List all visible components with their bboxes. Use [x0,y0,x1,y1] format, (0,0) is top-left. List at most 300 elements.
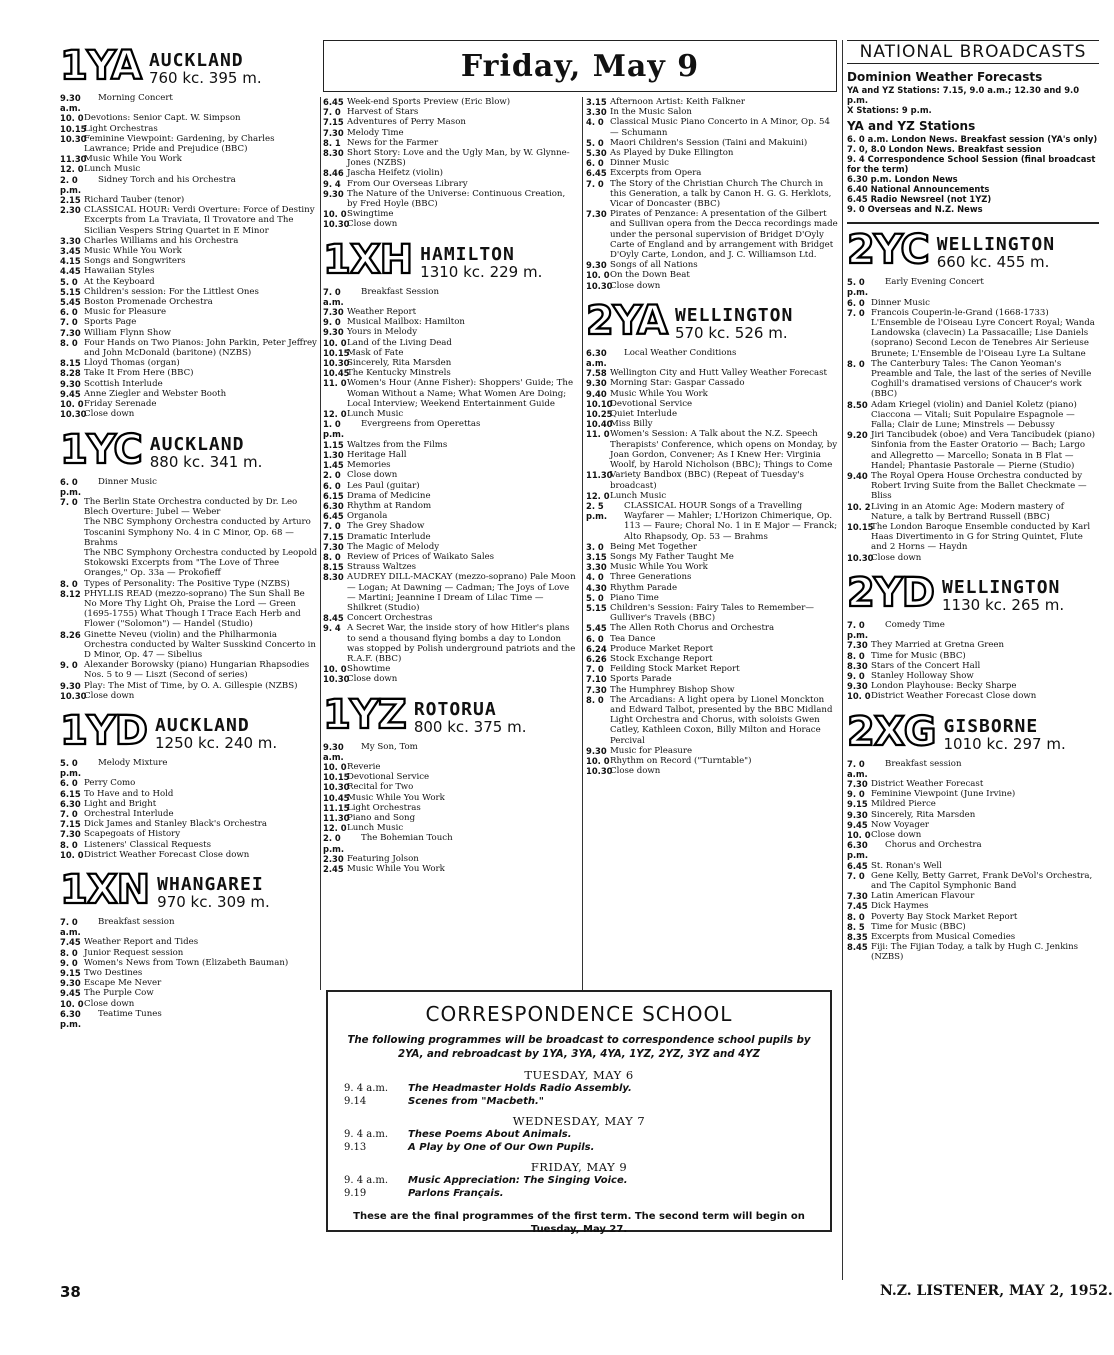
programme-time: 3. 0 [586,541,604,552]
programme-title: Dinner Music [98,476,157,487]
programme-time: 9.30 [586,745,607,756]
stations-title: YA and YZ Stations [847,119,976,134]
programme-title: Morning Concert [98,93,173,103]
programme-row [323,491,577,501]
programme-time: 7. 0 a.m. [847,758,868,779]
programme-title: Recital for Two [347,782,414,793]
station-callsign: 1YZ [323,691,406,738]
programme-title: Close down [84,998,135,1009]
programme-row [847,640,1099,650]
programme-time: 10.30 [323,674,350,685]
programme-time: 7. 0 [323,521,341,532]
programme-title: Piano Time [610,592,659,603]
station-header [323,236,577,283]
programme-time: 4. 0 [586,117,604,128]
programme-title: Light Orchestras [84,123,158,134]
programme-title: Lunch Music [610,490,667,501]
programme-title: Lunch Music [347,409,404,420]
programme-time: 10.30 [323,782,350,793]
programme-time: 6.45 [586,168,607,179]
programme-time: 8. 0 [847,358,865,369]
programme-row [323,772,577,782]
programme-row [847,861,1099,871]
programme-time: 7. 0 p.m. [847,619,869,641]
programme-row [586,623,838,633]
programme-time: 7.10 [586,674,607,685]
programme-row [323,107,577,117]
programme-row [847,620,1099,640]
programme-row [847,691,1099,701]
programme-title: Sincerely, Rita Marsden [347,358,452,369]
programme-title: The Arcadians: A light opera by Lionel Monckton and Edward Talbot, presented by the BBC Midland Light Orchestra and Chorus, with soloists Gwen Catley, Kathleen Coxon, Billy Milton and Horace Percival [610,694,833,746]
programme-row [586,491,838,501]
programme-time: 7.30 [586,209,607,220]
programme-row [586,378,838,388]
programme-row [847,799,1099,809]
programme-time: 10.15 [323,772,350,783]
programme-row [60,579,318,589]
school-days [344,1068,814,1200]
spacer [323,874,577,878]
programme-row [60,246,318,256]
programme-row [323,501,577,511]
programme-row [847,871,1099,891]
programme-title: Women's Session: A Talk about the N.Z. Speech Therapists' Conference, which opens on Monday, by Joan Gordon, Convener; As I Knew Her: Virginia Woolf, by Harold Nicholson (BBC); Things to Come [610,429,838,471]
programme-row [323,168,577,178]
programme-title: Devotional Service [347,772,430,783]
school-programme [344,1095,814,1108]
programme-title: Rhythm at Random [347,500,432,511]
programme-title: Jiri Tancibudek (oboe) and Vera Tancibudek (piano) Sinfonia from the Easter Oratorio — Bach; Largo and Allegretto — Marcello; Sonata in B Flat — Handel; Phantasie Pastorale — Pierne (Studio) [871,430,1095,471]
programme-title: Musical Mailbox: Hamilton [347,317,465,328]
programme-title: Drama of Medicine [347,490,431,501]
spacer [847,563,1099,567]
programme-time: 10.30 [60,690,87,701]
programme-row [323,562,577,572]
programme-time: 7.30 [323,307,344,318]
programme-time: 10.15 [60,123,87,134]
programme-row [323,138,577,148]
programme-title: Close down [610,766,661,777]
programme-row [60,134,318,154]
programme-time: 10. 0 [323,337,347,348]
programme-time: 2. 0 p.m. [323,833,345,854]
programme-row [586,746,838,756]
programme-row [60,205,318,236]
station-city: AUCKLAND [148,50,244,71]
programme-row [586,593,838,603]
programme-row [847,277,1099,297]
programme-title: Dick James and Stanley Black's Orchestra [84,819,268,830]
station-info [413,698,527,736]
programme-time: 3.30 [60,235,81,246]
programme-time [60,517,84,548]
station-city: AUCKLAND [149,433,245,455]
programme-row [847,502,1099,522]
programme-time: 4.30 [586,582,607,593]
programme-row [323,674,577,684]
school-programme [344,1187,814,1200]
programme-time: 10. 0 [60,998,84,1009]
programme-row [847,553,1099,563]
station-info [149,52,262,86]
programme-title: Close down [347,219,398,230]
programme-time: 7. 0 [60,808,78,819]
programme-title: Boston Promenade Orchestra [84,297,213,308]
programme-row [60,799,318,809]
programme-title: Lloyd Thomas (organ) [84,358,180,369]
programme-title: Breakfast session [885,758,962,769]
programme-row [323,521,577,531]
programme-title: Sincerely, Rita Marsden [871,809,976,820]
programme-title: Organola [347,511,388,522]
programme-row [60,164,318,174]
station-header [847,227,1099,274]
programme-time: 6. 0 [323,480,341,491]
programme-title: Hawaiian Styles [84,266,155,277]
station-frequency: 880 kc. 341 m. [149,452,263,471]
station-callsign: 2YD [847,569,934,616]
programme-time: 7.30 [847,778,868,789]
programme-title: Stars of the Concert Hall [871,660,981,671]
programme-title: Les Paul (guitar) [347,480,420,491]
programme-title: Lunch Music [84,164,141,175]
programme-title: To Have and to Hold [84,788,174,799]
station-frequency: 1310 kc. 229 m. [420,262,543,281]
station-city: GISBORNE [943,715,1039,737]
programme-row [323,782,577,792]
programme-title: Local Weather Conditions [624,347,737,358]
school-day: WEDNESDAY, MAY 7 [512,1114,646,1128]
programme-row [323,542,577,552]
programme-title: Music While You Work [347,864,445,874]
programme-title: St. Ronan's Well [871,860,942,871]
programme-time: 5.45 [60,297,81,308]
programme-row [586,399,838,409]
programme-title: Junior Request session [84,947,184,958]
programme-title: Fiji: The Fijian Today, a talk by Hugh C. Jenkins (NZBS) [871,942,1079,963]
programme-time: 11.15 [323,802,350,813]
programme-time: 7.58 [586,368,607,379]
programme-row [323,742,577,762]
programme-time: 8.30 [323,572,344,583]
programme-title: CLASSICAL HOUR: Verdi Overture: Force of Destiny Excerpts from La Traviata, Il Trovatore and The Sicilian Vespers String Quartet in E Minor [84,205,315,236]
programme-title: Teatime Tunes [98,1008,162,1019]
programme-row [60,1009,318,1029]
national-title: NATIONAL BROADCASTS [847,40,1099,64]
programme-row [323,481,577,491]
programme-row [586,695,838,746]
programme-row [60,829,318,839]
programme-time: 8.30 [323,148,344,159]
programme-row [323,450,577,460]
programme-time: 10.30 [586,766,613,777]
programme-title: At the Keyboard [84,276,155,287]
programme-title: Music While You Work [84,154,182,165]
programme-title: Scottish Interlude [84,378,163,389]
programme-time: 8. 0 [847,650,865,661]
programme-row [847,359,1099,400]
programme-time: 2.30 [60,205,81,216]
programme-title: Early Evening Concert [885,277,984,288]
spacer [586,291,838,295]
page-number: 38 [60,1283,81,1301]
station-header [60,426,318,473]
programme-row [847,840,1099,860]
programme-time: 11. 0 [323,378,347,389]
programme-title: Alexander Borowsky (piano) Hungarian Rhapsodies Nos. 5 to 9 — Liszt (Second of series) [84,660,310,681]
programme-time: 9. 0 [323,317,341,328]
day-title: Friday, May 9 [323,40,837,92]
programme-row [586,685,838,695]
programme-title: Light and Bright [84,798,157,809]
programme-time: 3.30 [586,107,607,118]
programme-time: 9. 4 [323,623,341,634]
national-line: 6.30 p.m. London News [847,174,958,185]
programme-title: Types of Personality: The Positive Type (NZBS) [84,578,290,589]
programme-time: 8.45 [323,613,344,624]
programme-row [586,501,838,542]
spacer [586,776,838,780]
programme-time: 7.15 [323,117,344,128]
programme-row [60,409,318,419]
programme-time: 7. 0 [60,496,78,507]
programme-row [847,651,1099,661]
programme-time: 6.45 [847,860,868,871]
programme-row [323,460,577,470]
programme-row [60,589,318,630]
national-line: 6. 0 a.m. London News. Breakfast session (YA's only) [847,134,1098,145]
programme-title: Miss Billy [610,419,653,430]
programme-time: 9. 0 [847,789,865,800]
programme-title: They Married at Gretna Green [871,640,1005,651]
programme-row [586,552,838,562]
programme-title: Orchestral Interlude [84,808,174,819]
programme-row [60,778,318,788]
programme-time: 5. 0 [586,137,604,148]
programme-title: Jascha Heifetz (violin) [347,168,444,179]
programme-title: Dick Haymes [871,901,929,912]
programme-row [60,840,318,850]
programme-title: Dinner Music [871,297,930,308]
programme-title: Feminine Viewpoint (June Irvine) [871,789,1016,800]
programme-row [323,148,577,168]
programme-time: 11. 0 [586,429,610,440]
programme-title: Gene Kelly, Betty Garret, Frank DeVol's Orchestra, and The Capitol Symphonic Band [871,870,1093,891]
programme-time: 10.45 [323,368,350,379]
programme-title: Breakfast Session [361,286,439,297]
programme-time: 9.40 [586,388,607,399]
programme-time: 3.30 [586,562,607,573]
school-day: FRIDAY, MAY 9 [530,1160,628,1174]
programme-time: 5.15 [586,602,607,613]
programme-title: Variety Bandbox (BBC) (Repeat of Tuesday's broadcast) [610,470,804,491]
programme-time: 8. 1 [323,137,341,148]
programme-time: 8.45 [847,942,868,953]
station-city: HAMILTON [420,243,515,265]
programme-time: 1. 0 p.m. [323,419,345,440]
programme-time: 5.45 [586,623,607,634]
programme-title: Adam Kriegel (violin) and Daniel Koletz (piano) Ciaccona — Vitali; Suit Populaire Espagnole — Falla; Clair de Lune; Minstrels — Debussy [871,399,1077,431]
station-info [942,576,1065,614]
programme-title: Dramatic Interlude [347,531,431,542]
programme-row [586,634,838,644]
programme-row [60,338,318,358]
school-day: TUESDAY, MAY 6 [524,1068,634,1082]
programme-row [60,236,318,246]
programme-row [323,803,577,813]
programme-title: The Nature of the Universe: Continuous Creation, by Fred Hoyle (BBC) [347,188,566,210]
programme-row [60,93,318,113]
programme-title: Mask of Fate [347,347,404,358]
programme-title: Women's Hour (Anne Fisher): Shoppers' Guide; The Woman Without a Name; What Women Are Doing; Local Interview; Weekend Entertainment Guide [347,378,574,409]
programme-row [60,389,318,399]
programme-row [60,978,318,988]
programme-row [847,901,1099,911]
programme-time: 10.30 [60,133,87,144]
spacer [847,963,1099,967]
programme-row [323,572,577,613]
programme-time: 7.45 [847,901,868,912]
programme-title: Rhythm on Record ("Turntable") [610,755,752,766]
programme-row [847,830,1099,840]
station-city: WELLINGTON [942,576,1061,598]
station-info [149,433,263,471]
programme-title: Music While You Work [84,246,182,257]
station-callsign: 1XH [323,236,413,283]
programme-title: The Purple Cow [84,988,154,999]
programme-row [60,328,318,338]
column-4 [847,40,1099,967]
school-time: 9. 4 a.m. [344,1175,389,1186]
programme-time: 4.15 [60,256,81,267]
programme-title: Short Story: Love and the Ugly Man, by W. Glynne-Jones (NZBS) [347,148,570,169]
programme-time: 5. 0 [586,592,604,603]
programme-row [60,287,318,297]
programme-title: London Playhouse: Becky Sharpe [871,681,1017,692]
column-3 [586,97,838,780]
programme-title: Play: The Mist of Time, by O. A. Gillespie (NZBS) [84,680,298,691]
station-callsign: 2XG [847,708,936,755]
programme-title: Close down [84,409,135,420]
programme-row [60,307,318,317]
weather-title: Dominion Weather Forecasts [847,70,1043,85]
programme-time: 10. 0 [847,691,871,702]
programme-time [60,548,84,579]
programme-title: Poverty Bay Stock Market Report [871,911,1018,922]
national-line: 6.45 Radio Newsreel (not 1YZ) [847,194,992,205]
programme-time: 10. 0 [847,829,871,840]
programme-row [586,674,838,684]
programme-title: District Weather Forecast [871,778,984,789]
programme-title: Close down [347,674,398,685]
programme-time: 12. 0 [60,164,84,175]
programme-title: Excerpts from Opera [610,168,702,179]
programme-title: Pirates of Penzance: A presentation of the Gilbert and Sullivan opera from the Decca recordings made under the personal supervision of Bridget D'Oyly Carte of England and by arrangement with Bridget D'Oyly Carte, London, and J. C. Williamson Ltd. [610,209,838,261]
programme-time: 11.30 [586,470,613,481]
programme-row [586,766,838,776]
programme-time: 7.15 [60,819,81,830]
programme-row [847,681,1099,691]
school-intro: The following programmes will be broadcast to correspondence school pupils by 2YA, and rebroadcast by 1YA, 3YA, 4YA, 1YZ, 2YZ, 3YZ and 4YZ [347,1035,811,1060]
programme-time: 7.30 [323,541,344,552]
programme-row [586,281,838,291]
programme-row [60,758,318,778]
programme-row [847,298,1099,308]
programme-title: Close down [610,280,661,291]
programme-title: Lunch Music [347,823,404,834]
programme-time: 12. 0 [323,409,347,420]
station-info [155,714,278,752]
programme-time: 6.30 [60,798,81,809]
programme-title: Showtime [347,664,391,675]
programme-time: 8. 0 [586,694,604,705]
programme-title: Reverie [347,761,381,772]
programme-row [323,117,577,127]
programme-time: 6.45 [323,511,344,522]
programme-title: Strauss Waltzes [347,562,417,573]
station-callsign: 2YC [847,227,929,274]
spacer [60,420,318,424]
programme-row [60,154,318,164]
programme-title: Maori Children's Session (Taini and Makuini) [610,137,808,148]
programme-row [323,793,577,803]
programme-time: 7. 0 [323,107,341,118]
programme-title: William Flynn Show [84,327,171,338]
programme-time: 8. 0 [60,578,78,589]
programme-row [60,948,318,958]
programme-time: 11.30 [60,154,87,165]
programme-title: Review of Prices of Waikato Sales [347,551,495,562]
programme-row [323,833,577,853]
school-title: CORRESPONDENCE SCHOOL [425,1002,733,1026]
programme-time: 9.30 [323,327,344,338]
programme-title: Wellington City and Hutt Valley Weather Forecast [610,368,827,379]
programme-title: Songs and Songwriters [84,256,186,267]
programme-title: Piano and Song [347,812,416,823]
station-frequency: 970 kc. 309 m. [157,893,270,911]
programme-time: 7.30 [847,640,868,651]
programme-title: Dinner Music [610,158,669,169]
programme-row [60,681,318,691]
programme-title: Sports Page [84,317,137,328]
programme-row [586,158,838,168]
programme-time: 10. 0 [586,755,610,766]
programme-time: 6. 0 p.m. [60,476,82,497]
programme-title: The Humphrey Bishop Show [610,684,735,695]
station-info [420,243,543,281]
programme-title: Heritage Hall [347,449,407,460]
programme-row [586,168,838,178]
programme-title: The Allen Roth Chorus and Orchestra [610,623,775,634]
programme-title: Harvest of Stars [347,107,419,118]
programme-time: 10.10 [586,398,613,409]
programme-title: Children's Session: Fairy Tales to Remember—Gulliver's Travels (BBC) [610,602,814,624]
programme-row [323,470,577,480]
programme-title: Children's session: For the Littlest Ones [84,286,259,297]
station-frequency: 1250 kc. 240 m. [155,733,278,752]
programme-time: 10. 0 [60,399,84,410]
column-2 [323,97,577,878]
programme-time: 4. 0 [586,572,604,583]
programme-time: 7. 0 [847,307,865,318]
school-time: 9. 4 a.m. [344,1083,389,1094]
programme-time: 7.30 [60,829,81,840]
weather-line: X Stations: 9 p.m. [847,105,932,116]
programme-title: Music While You Work [347,792,445,803]
programme-row [586,179,838,210]
station-city: WELLINGTON [674,304,794,326]
